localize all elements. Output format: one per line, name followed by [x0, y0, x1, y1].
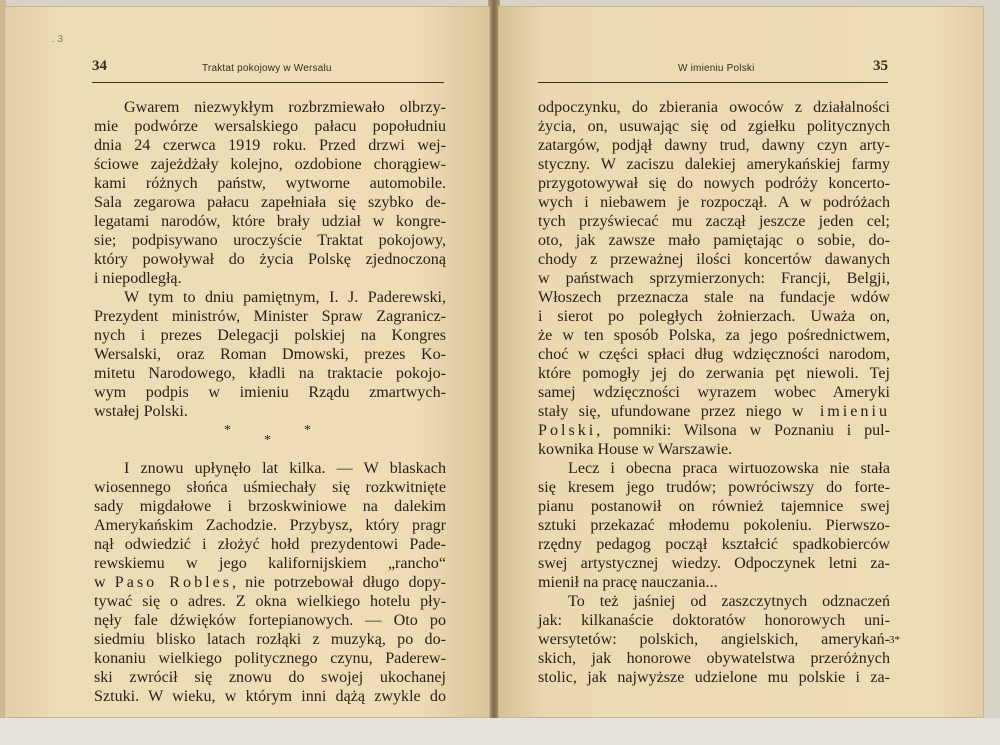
- text-line: pianu postanowił on również tajemnice swej: [538, 498, 890, 515]
- asterisk: *: [304, 423, 311, 438]
- text-line: wstałej Polski.: [94, 403, 188, 420]
- right-page-text: [538, 98, 890, 687]
- header-rule: [538, 82, 888, 83]
- pencil-mark: . 3: [52, 34, 64, 45]
- text-line: chody z przeważnej ilości koncertów dawanych: [538, 251, 890, 268]
- text-line: które pomogły jej do zerwania pęt niewoli. Tej: [538, 365, 890, 382]
- text-fragment: w: [94, 574, 106, 591]
- text-line: samej wdzięczności wyrazem wobec Ameryki: [538, 384, 890, 401]
- text-line: mitetu Narodowego, kładli na traktacie pokojo-: [94, 365, 446, 382]
- spaced-place-name: Paso Robles: [114, 574, 233, 591]
- text-line: rzędny pedagog począł kształcić spadkobierców: [538, 536, 890, 553]
- page-number: 34: [92, 58, 107, 74]
- right-page: [498, 6, 984, 718]
- text-line: Amerykańskim Zachodzie. Przybysz, który pragr: [94, 517, 446, 534]
- text-line: W tym to dniu pamiętnym, I. J. Paderewski,: [124, 289, 446, 306]
- header-rule: [92, 82, 444, 83]
- left-page-header: [92, 58, 444, 80]
- text-line: mienił na pracę nauczania...: [538, 574, 718, 591]
- text-line: [538, 421, 890, 440]
- text-line: i niepodległą.: [94, 270, 182, 287]
- section-separator: [94, 421, 446, 459]
- right-page-header: [538, 58, 888, 80]
- text-line: przygotowywał się do nowych podróży koncerto-: [538, 175, 890, 192]
- text-line: ski zwrócił się znowu do swojej ukochanej: [94, 669, 446, 686]
- text-fragment: , nie potrzebował długo dopy-: [232, 574, 446, 591]
- text-line: się kresem jego trudów; powróciwszy do forte-: [538, 479, 890, 496]
- text-line: sztuki przekazać młodemu pokoleniu. Pierwszo-: [538, 517, 890, 534]
- text-line: Włoszech przeznacza stale na fundacje wdów: [538, 289, 890, 306]
- text-line: odpoczynku, do zbierania owoców z działalności: [538, 99, 890, 116]
- text-line: wym podpis w imieniu Rządu zmartwych-: [94, 384, 446, 401]
- text-line: zatargów, podjął dawny trud, dawny czyn arty-: [538, 137, 890, 154]
- text-line: rewskiemu w jego kalifornijskiem „rancho“: [94, 555, 446, 572]
- text-line: Lecz i obecna praca wirtuozowska nie stała: [568, 460, 890, 477]
- spaced-phrase: w imieniu: [791, 403, 890, 420]
- text-line: życia, on, usuwając się od zgiełku politycznych: [538, 118, 890, 135]
- text-line: Wersalski, oraz Roman Dmowski, prezes Ko-: [94, 346, 446, 363]
- text-line: skich, jak honorowe obywatelstwa przeróżnych: [538, 650, 890, 667]
- text-line: nych i prezes Delegacji polskiej na Kongres: [94, 327, 446, 344]
- text-line: że w ten sposób Polska, za jego pośrednictwem,: [538, 327, 890, 344]
- left-page: [4, 6, 490, 718]
- text-line: [94, 573, 446, 592]
- text-line: swej artystycznej wiedzy. Odpoczynek letni za-: [538, 555, 890, 572]
- text-line: oto, jak zawsze mało pamiętając o sobie, do-: [538, 232, 890, 249]
- text-line: sie; podpisywano uroczyście Traktat pokojowy,: [94, 232, 446, 249]
- text-line: jak: kilkanaście doktoratów honorowych uni-: [538, 612, 890, 629]
- left-page-text: [94, 98, 446, 706]
- text-line: i sierot po poległych żołnierzach. Uważa on,: [538, 308, 890, 325]
- text-fragment: , pomniki: Wilsona w Poznaniu i pul-: [596, 422, 890, 439]
- text-line: siedmiu blisko latach rozłąki z muzyką, po do-: [94, 631, 446, 648]
- text-line: konaniu wielkiego politycznego czynu, Paderew-: [94, 650, 446, 667]
- text-line: I znowu upłynęło lat kilka. — W blaskach: [124, 460, 446, 477]
- text-line: stolic, jak najwyższe udzielone mu polskie i za-: [538, 669, 890, 686]
- text-line: nął odwiedzić i złożyć hołd prezydentowi Pade-: [94, 536, 446, 553]
- page-number: 35: [873, 58, 888, 74]
- text-line: mie podwórze wersalskiego pałacu popołudniu: [94, 118, 446, 135]
- text-line: sady migdałowe i brzoskwiniowe na dalekim: [94, 498, 446, 515]
- text-line: tywać się o adres. Z okna wielkiego hotelu pły-: [94, 593, 446, 610]
- text-line: nęły fale dźwięków fortepianowych. — Oto po: [94, 612, 446, 629]
- text-fragment: stały się, ufundowane przez niego: [538, 403, 782, 420]
- text-line: w państwach sprzymierzonych: Francji, Belgji,: [538, 270, 890, 287]
- text-line: tych przyświecać mu zaczął jeszcze jeden cel;: [538, 213, 890, 230]
- text-line: To też jaśniej od zaszczytnych odznaczeń: [568, 593, 890, 610]
- text-line: ściowe zajeżdżały kolejno, ozdobione chorągiew-: [94, 156, 446, 173]
- text-line: kami różnych państw, wytworne automobile.: [94, 175, 446, 192]
- signature-mark: 3*: [889, 634, 900, 646]
- text-line: wych i niebawem je rozpoczął. A w podróżach: [538, 194, 890, 211]
- running-head: Traktat pokojowy w Wersalu: [202, 63, 332, 74]
- text-line: Gwarem niezwykłym rozbrzmiewało olbrzy-: [124, 99, 446, 116]
- text-line: choć w części spłaci dług wdzięczności narodom,: [538, 346, 890, 363]
- text-line: Prezydent ministrów, Minister Spraw Zagranicz-: [94, 308, 446, 325]
- text-line: [538, 402, 890, 421]
- asterisk: *: [224, 423, 231, 438]
- text-line: Sala zegarowa pałacu zapełniała się szybko de-: [94, 194, 446, 211]
- text-line: wersytetów: polskich, angielskich, amerykań-: [538, 631, 890, 648]
- text-line: styczny. W zaciszu dalekiej amerykańskiej farmy: [538, 156, 890, 173]
- text-line: dnia 24 czerwca 1919 roku. Przed drzwi wej-: [94, 137, 446, 154]
- spaced-phrase: Polski: [538, 422, 597, 439]
- text-line: Sztuki. W wieku, w którym inni dążą zwykle do: [94, 688, 446, 705]
- text-line: legatami narodów, które brały udział w kongre-: [94, 213, 446, 230]
- asterisk: *: [264, 433, 271, 448]
- text-line: który powoływał do życia Polskę zjednoczoną: [94, 251, 446, 268]
- text-line: wiosennego słońca uśmiechały się rozkwitnięte: [94, 479, 446, 496]
- running-head: W imieniu Polski: [678, 63, 755, 74]
- scan-background: [0, 718, 1000, 745]
- text-line: kownika House w Warszawie.: [538, 441, 733, 458]
